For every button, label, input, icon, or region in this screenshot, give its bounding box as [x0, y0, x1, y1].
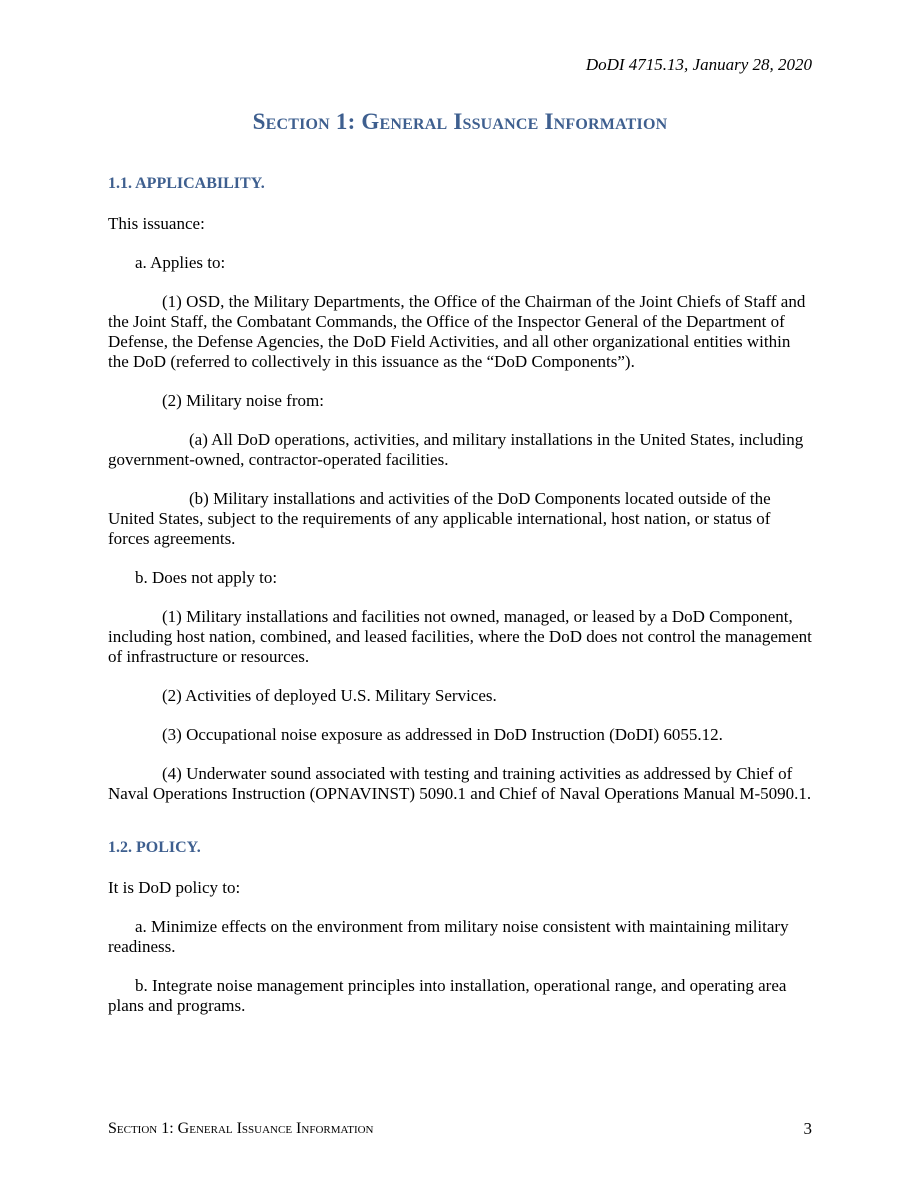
- does-not-apply-item-2: (2) Activities of deployed U.S. Military Services.: [162, 686, 497, 705]
- footer-section-label: Section 1: General Issuance Information: [108, 1120, 374, 1137]
- does-not-apply-label: b. Does not apply to:: [135, 568, 278, 587]
- does-not-apply-item-3: (3) Occupational noise exposure as addressed in DoD Instruction (DoDI) 6055.12.: [162, 725, 723, 744]
- applies-to-item-2b: (b) Military installations and activities of the DoD Components located outside of the United States, subject to the requirements of any applicable international, host nation, or status of forces agreements.: [108, 489, 771, 548]
- document-body: [108, 174, 812, 1035]
- applicability-intro: This issuance:: [108, 214, 205, 233]
- running-header: DoDI 4715.13, January 28, 2020: [585, 55, 812, 74]
- does-not-apply-item-4: (4) Underwater sound associated with testing and training activities as addressed by Chief of Naval Operations Instruction (OPNAVINST) 5090.1 and Chief of Naval Operations Manual M-5090.1.: [108, 764, 812, 803]
- policy-heading: 1.2. POLICY.: [108, 839, 201, 856]
- applies-to-label: a. Applies to:: [135, 253, 226, 272]
- policy-intro: It is DoD policy to:: [108, 878, 241, 897]
- applies-to-item-2: (2) Military noise from:: [162, 391, 324, 410]
- section-title: Section 1: General Issuance Information: [252, 109, 668, 134]
- applies-to-item-1: (1) OSD, the Military Departments, the Office of the Chairman of the Joint Chiefs of Staff and the Joint Staff, the Combatant Commands, the Office of the Inspector General of the Department of Defense, the Defense Agencies, the DoD Field Activities, and all other organizational entities within the DoD (referred to collectively in this issuance as the “DoD Components”).: [108, 292, 806, 371]
- applies-to-item-2a: (a) All DoD operations, activities, and military installations in the United States, including government-owned, contractor-operated facilities.: [108, 430, 804, 469]
- page-number: 3: [803, 1119, 812, 1138]
- policy-item-b: b. Integrate noise management principles into installation, operational range, and operating area plans and programs.: [108, 976, 787, 1015]
- applicability-heading: 1.1. APPLICABILITY.: [108, 175, 265, 192]
- policy-item-a: a. Minimize effects on the environment from military noise consistent with maintaining military readiness.: [108, 917, 789, 956]
- does-not-apply-item-1: (1) Military installations and facilities not owned, managed, or leased by a DoD Component, including host nation, combined, and leased facilities, where the DoD does not control the management of infrastructure or resources.: [108, 607, 812, 666]
